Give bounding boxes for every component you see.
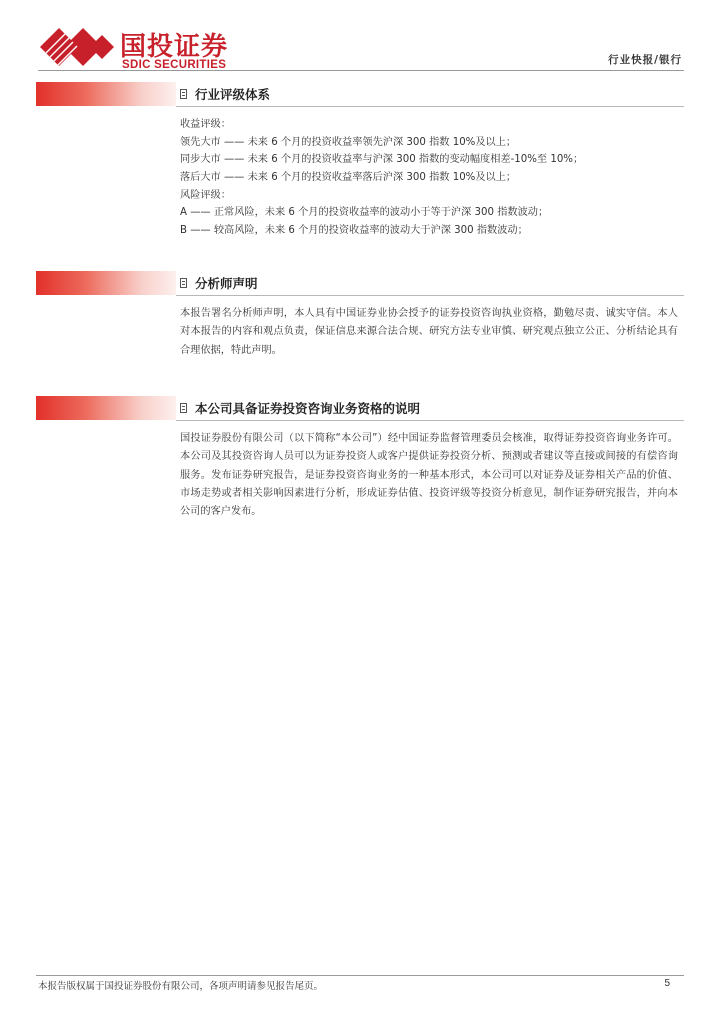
- header-divider: [38, 70, 684, 71]
- footer-divider: [36, 975, 684, 976]
- section-accent-bar: [36, 396, 176, 420]
- document-icon: [180, 89, 187, 99]
- rating-line: 收益评级：: [180, 119, 231, 130]
- section-accent-bar: [36, 82, 176, 106]
- rating-line: 风险评级：: [180, 189, 231, 201]
- rating-line: B —— 较高风险，未来 6 个月的投资收益率的波动大于沪深 300 指数波动；: [180, 225, 528, 237]
- section-title-text: 行业评级体系: [195, 87, 271, 102]
- page-number: 5: [664, 978, 670, 989]
- rating-line: A —— 正常风险，未来 6 个月的投资收益率的波动小于等于沪深 300 指数波动；: [180, 207, 549, 219]
- document-icon: [180, 403, 187, 413]
- section-title-analyst-statement: [180, 271, 258, 295]
- section-divider: [176, 295, 684, 296]
- section-title-text: 分析师声明: [195, 276, 258, 291]
- logo-english-name: SDIC SECURITIES: [122, 59, 227, 71]
- section-title-rating-system: [180, 82, 270, 106]
- section-accent-bar: [36, 271, 176, 295]
- report-type-label: 行业快报/银行: [608, 54, 682, 66]
- company-logo: [38, 26, 248, 72]
- section-divider: [176, 106, 684, 107]
- logo-diamond-icon: [38, 26, 118, 68]
- rating-line: 同步大市 —— 未来 6 个月的投资收益率与沪深 300 指数的变动幅度相差-10%至 10%；: [180, 154, 584, 166]
- section-title-text: 本公司具备证券投资咨询业务资格的说明: [195, 401, 421, 416]
- logo-chinese-name: 国投证券: [120, 32, 229, 62]
- rating-line: 领先大市 —— 未来 6 个月的投资收益率领先沪深 300 指数 10%及以上；: [180, 136, 517, 148]
- footer-copyright: 本报告版权属于国投证券股份有限公司，各项声明请参见报告尾页。: [38, 981, 324, 992]
- section-title-qualification: [180, 396, 420, 420]
- document-icon: [180, 278, 187, 288]
- analyst-statement-paragraph: 本报告署名分析师声明，本人具有中国证券业协会授予的证券投资咨询执业资格，勤勉尽责、诚实守信。本人对本报告的内容和观点负责，保证信息来源合法合规、研究方法专业审慎、研究观点独立公正、分析结论具有合理依据，特此声明。: [180, 308, 678, 356]
- rating-line: 落后大市 —— 未来 6 个月的投资收益率落后沪深 300 指数 10%及以上；: [180, 172, 517, 184]
- section-divider: [176, 420, 684, 421]
- qualification-paragraph: 国投证券股份有限公司（以下简称“本公司”）经中国证券监督管理委员会核准，取得证券投资咨询业务许可。本公司及其投资咨询人员可以为证券投资人或客户提供证券投资分析、预测或者建议等直接或间接的有偿咨询服务。发布证券研究报告，是证券投资咨询业务的一种基本形式，本公司可以对证券及证券相关产品的价值、市场走势或者相关影响因素进行分析，形成证券估值、投资评级等投资分析意见，制作证券研究报告，并向本公司的客户发布。: [180, 433, 678, 518]
- rating-system-content: [180, 116, 678, 240]
